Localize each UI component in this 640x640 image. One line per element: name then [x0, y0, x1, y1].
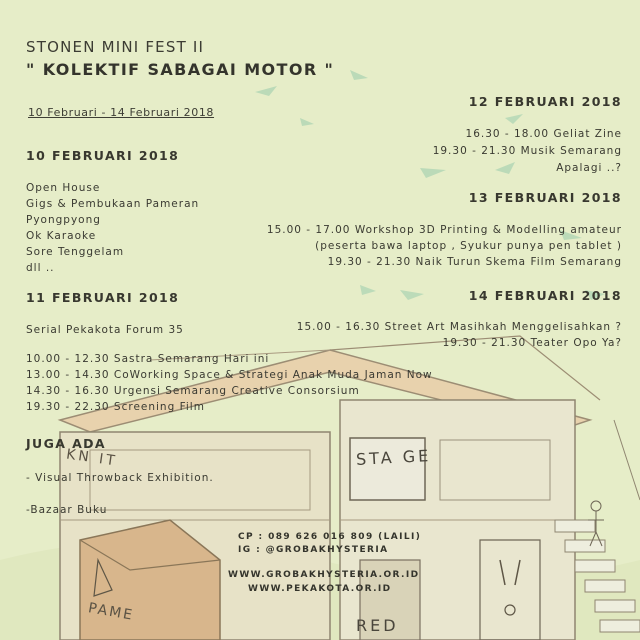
day11-item: 13.00 - 14.30 CoWorking Space & Strategi Anak Muda Jaman Now: [26, 369, 433, 381]
day13-line3: 19.30 - 21.30 Naik Turun Skema Film Semarang: [327, 256, 622, 268]
festival-subtitle: " KOLEKTIF SABAGAI MOTOR ": [26, 60, 335, 79]
extra-heading: JUGA ADA: [26, 436, 107, 451]
day10-list: [26, 180, 199, 276]
date-range: 10 Februari - 14 Februari 2018: [28, 106, 215, 119]
extra-item-bazaar: -Bazaar Buku: [26, 504, 108, 516]
day11-list: [26, 351, 433, 415]
contact-phone: CP : 089 626 016 809 (LAILI): [238, 532, 422, 542]
day14-heading: 14 FEBRUARI 2018: [468, 288, 622, 303]
day12-line1: 16.30 - 18.00 Geliat Zine: [465, 128, 622, 140]
day10-item: Ok Karaoke: [26, 230, 97, 242]
day12-line3: Apalagi ..?: [556, 162, 622, 174]
day10-heading: 10 FEBRUARI 2018: [26, 148, 180, 163]
day11-item: 19.30 - 22.30 Screening Film: [26, 401, 205, 413]
day12-line2: 19.30 - 21.30 Musik Semarang: [432, 145, 622, 157]
day11-forum: Serial Pekakota Forum 35: [26, 324, 184, 336]
red-sign: RED: [356, 616, 399, 635]
day13-line2: (peserta bawa laptop , Syukur punya pen tablet ): [315, 240, 622, 252]
website-pekakota: WWW.PEKAKOTA.OR.ID: [248, 584, 392, 594]
day10-item: Pyongpyong: [26, 214, 101, 226]
day10-item: Sore Tenggelam: [26, 246, 125, 258]
website-grobakhysteria: WWW.GROBAKHYSTERIA.OR.ID: [228, 570, 420, 580]
stage-sign: STA GE: [355, 446, 432, 469]
day12-heading: 12 FEBRUARI 2018: [468, 94, 622, 109]
day10-item: dll ..: [26, 262, 55, 274]
day11-item: 10.00 - 12.30 Sastra Semarang Hari ini: [26, 353, 270, 365]
day14-line1: 15.00 - 16.30 Street Art Masihkah Menggelisahkan ?: [296, 321, 622, 333]
extra-item-exhibition: - Visual Throwback Exhibition.: [26, 472, 214, 484]
day11-item: 14.30 - 16.30 Urgensi Semarang Creative Consorsium: [26, 385, 360, 397]
festival-title: STONEN MINI FEST II: [26, 38, 205, 56]
pame-sign: PAME: [86, 600, 136, 624]
day13-line1: 15.00 - 17.00 Workshop 3D Printing & Modelling amateur: [266, 224, 622, 236]
knit-sign: KN IT: [65, 446, 119, 470]
day10-item: Open House: [26, 182, 101, 194]
day14-line2: 19.30 - 21.30 Teater Opo Ya?: [442, 337, 622, 349]
day13-heading: 13 FEBRUARI 2018: [468, 190, 622, 205]
day10-item: Gigs & Pembukaan Pameran: [26, 198, 200, 210]
contact-instagram: IG : @GROBAKHYSTERIA: [238, 545, 389, 555]
day11-heading: 11 FEBRUARI 2018: [26, 290, 180, 305]
